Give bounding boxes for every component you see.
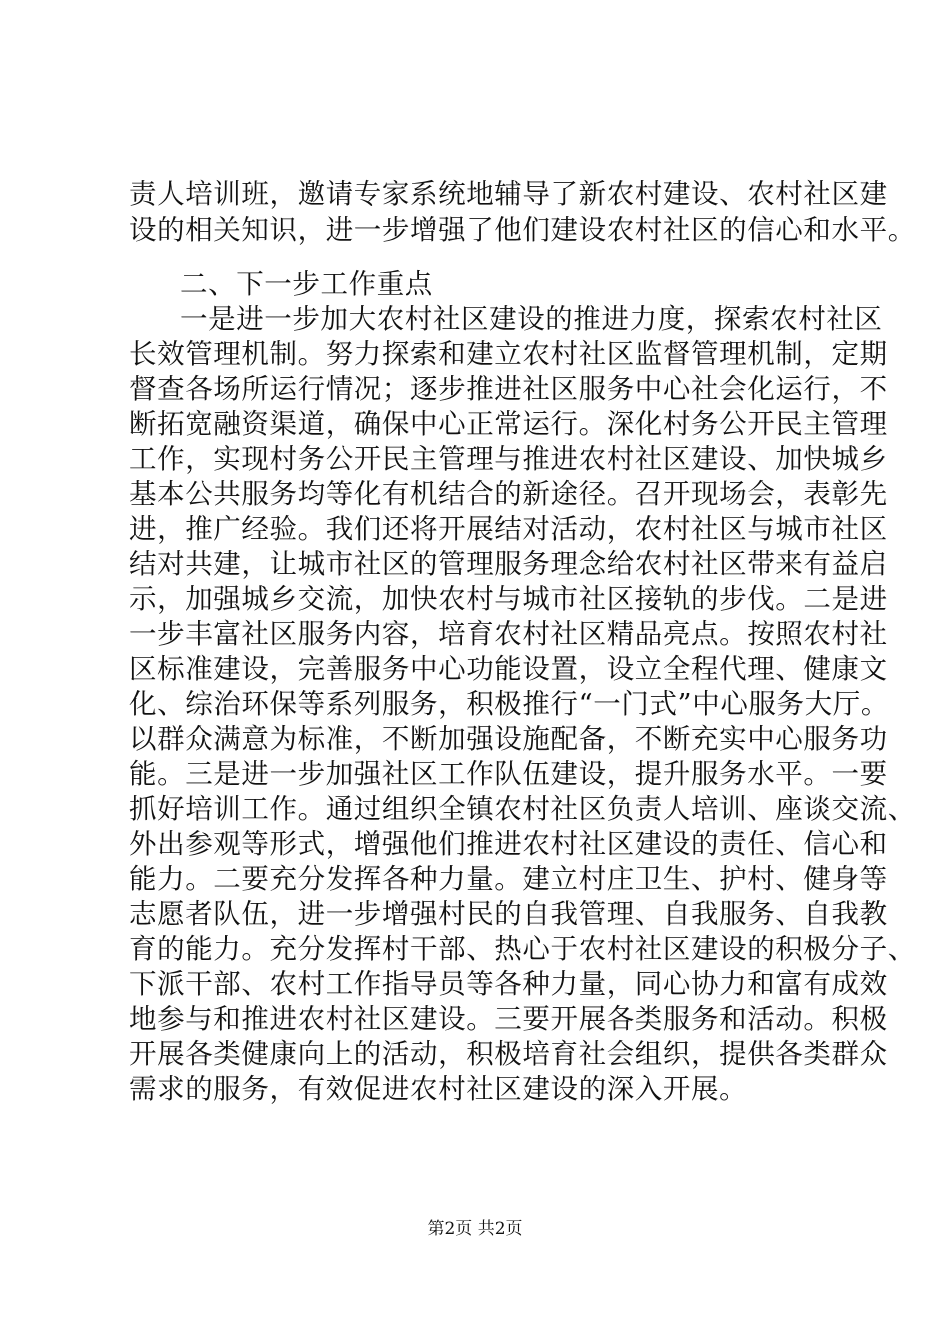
paragraph-line: 督查各场所运行情况；逐步推进社区服务中心社会化运行，不 [129,373,888,405]
page-footer: 第2页 共2页 [427,1219,523,1239]
paragraph-line: 志愿者队伍，进一步增强村民的自我管理、自我服务、自我教 [129,898,888,930]
paragraph-line: 以群众满意为标准，不断加强设施配备，不断充实中心服务功 [129,723,888,755]
paragraph-line: 下派干部、农村工作指导员等各种力量，同心协力和富有成效 [129,968,888,1000]
paragraph-line: 工作，实现村务公开民主管理与推进农村社区建设、加快城乡 [129,443,888,475]
paragraph-line: 一步丰富社区服务内容，培育农村社区精品亮点。按照农村社 [129,618,888,650]
paragraph-line: 开展各类健康向上的活动，积极培育社会组织，提供各类群众 [129,1038,888,1070]
paragraph-line: 区标准建设，完善服务中心功能设置，设立全程代理、健康文 [129,653,888,685]
paragraph-line: 设的相关知识，进一步增强了他们建设农村社区的信心和水平。 [129,214,916,246]
paragraph-line: 抓好培训工作。通过组织全镇农村社区负责人培训、座谈交流、 [129,793,916,825]
paragraph-line: 能力。二要充分发挥各种力量。建立村庄卫生、护村、健身等 [129,863,888,895]
paragraph-line: 育的能力。充分发挥村干部、热心于农村社区建设的积极分子、 [129,933,916,965]
paragraph-line: 需求的服务，有效促进农村社区建设的深入开展。 [129,1073,748,1105]
paragraph-line: 地参与和推进农村社区建设。三要开展各类服务和活动。积极 [129,1003,888,1035]
paragraph-line: 责人培训班，邀请专家系统地辅导了新农村建设、农村社区建 [129,178,888,210]
paragraph-line: 长效管理机制。努力探索和建立农村社区监督管理机制，定期 [129,338,888,370]
paragraph-line: 外出参观等形式，增强他们推进农村社区建设的责任、信心和 [129,828,888,860]
paragraph-line: 结对共建，让城市社区的管理服务理念给农村社区带来有益启 [129,548,888,580]
paragraph-line: 一是进一步加大农村社区建设的推进力度，探索农村社区 [180,303,883,335]
paragraph-line: 化、综治环保等系列服务，积极推行“一门式”中心服务大厅。 [129,688,889,720]
section-heading: 二、下一步工作重点 [180,268,433,300]
paragraph-line: 基本公共服务均等化有机结合的新途径。召开现场会，表彰先 [129,478,888,510]
paragraph-line: 进，推广经验。我们还将开展结对活动，农村社区与城市社区 [129,513,888,545]
paragraph-line: 示，加强城乡交流，加快农村与城市社区接轨的步伐。二是进 [129,583,888,615]
paragraph-line: 能。三是进一步加强社区工作队伍建设，提升服务水平。一要 [129,758,888,790]
paragraph-line: 断拓宽融资渠道，确保中心正常运行。深化村务公开民主管理 [129,408,888,440]
